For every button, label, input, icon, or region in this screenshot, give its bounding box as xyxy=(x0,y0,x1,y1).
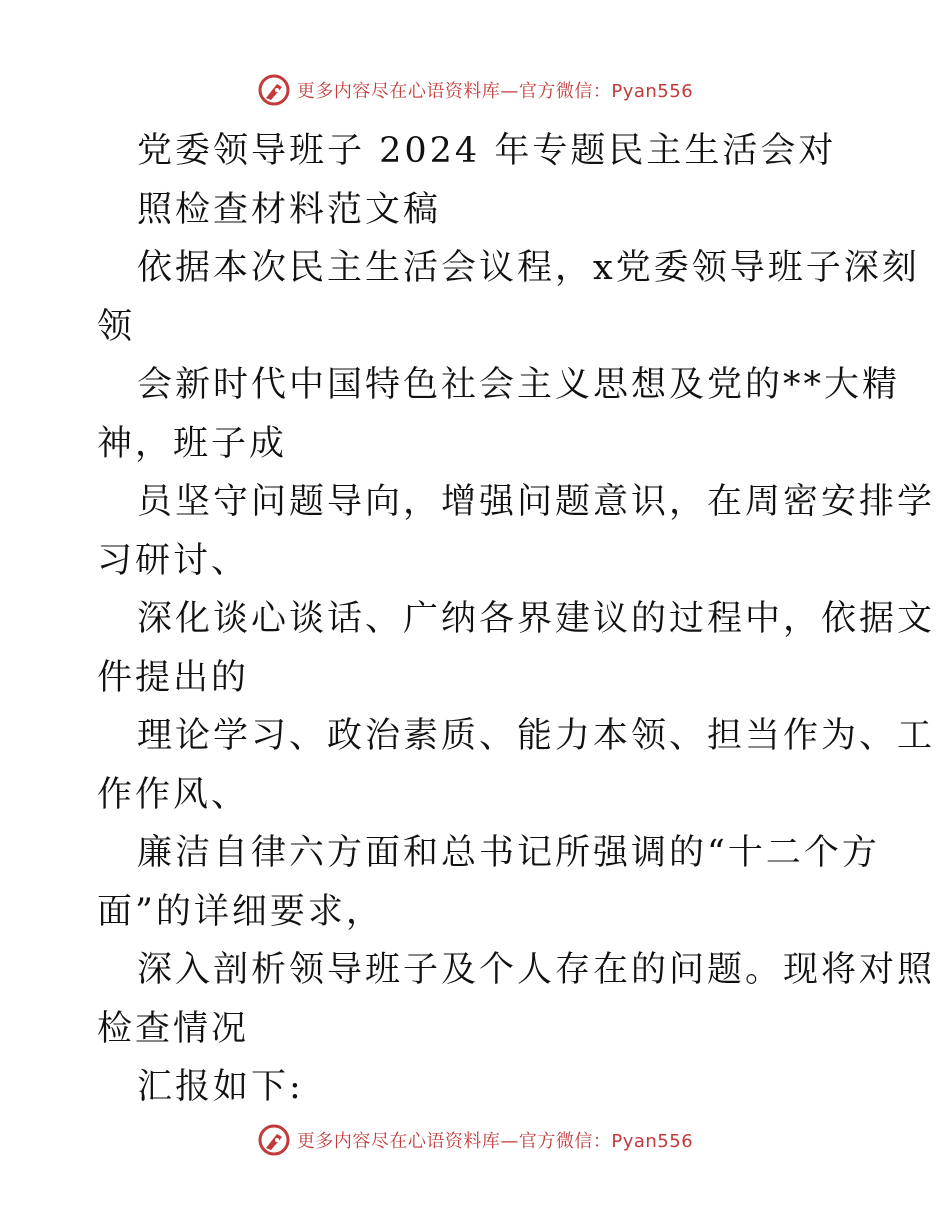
header-banner xyxy=(0,70,950,110)
body-line: 面”的详细要求， xyxy=(97,891,384,932)
body-line: 件提出的 xyxy=(97,657,250,698)
header-banner-text: 更多内容尽在心语资料库—官方微信：Pyan556 xyxy=(296,81,694,102)
body-line: 神，班子成 xyxy=(97,423,288,464)
body-line: 员坚守问题导向，增强问题意识，在周密安排学 xyxy=(137,482,936,522)
pen-nib-logo-icon xyxy=(257,73,291,107)
body-line: 深化谈心谈话、广纳各界建议的过程中，依据文 xyxy=(137,599,936,639)
body-line: 领 xyxy=(97,306,136,347)
pen-nib-logo-icon xyxy=(257,1123,291,1157)
body-line: 会新时代中国特色社会主义思想及党的**大精 xyxy=(137,365,901,405)
footer-banner xyxy=(0,1120,950,1160)
body-line: 作作风、 xyxy=(97,774,250,815)
body-line: 检查情况 xyxy=(97,1008,250,1049)
body-line: 理论学习、政治素质、能力本领、担当作为、工 xyxy=(137,716,936,756)
body-line: 依据本次民主生活会议程，x党委领导班子深刻 xyxy=(137,248,920,288)
body-line: 汇报如下: xyxy=(137,1067,304,1107)
body-line: 廉洁自律六方面和总书记所强调的“十二个方 xyxy=(137,833,880,873)
body-line: 习研讨、 xyxy=(97,540,250,581)
title-line-2: 照检查材料范文稿 xyxy=(137,189,442,230)
document-body xyxy=(97,122,936,1117)
body-line: 深入剖析领导班子及个人存在的问题。现将对照 xyxy=(137,950,936,990)
title-line-1: 党委领导班子 2024 年专题民主生活会对 xyxy=(137,131,837,171)
footer-banner-text: 更多内容尽在心语资料库—官方微信：Pyan556 xyxy=(296,1131,694,1152)
